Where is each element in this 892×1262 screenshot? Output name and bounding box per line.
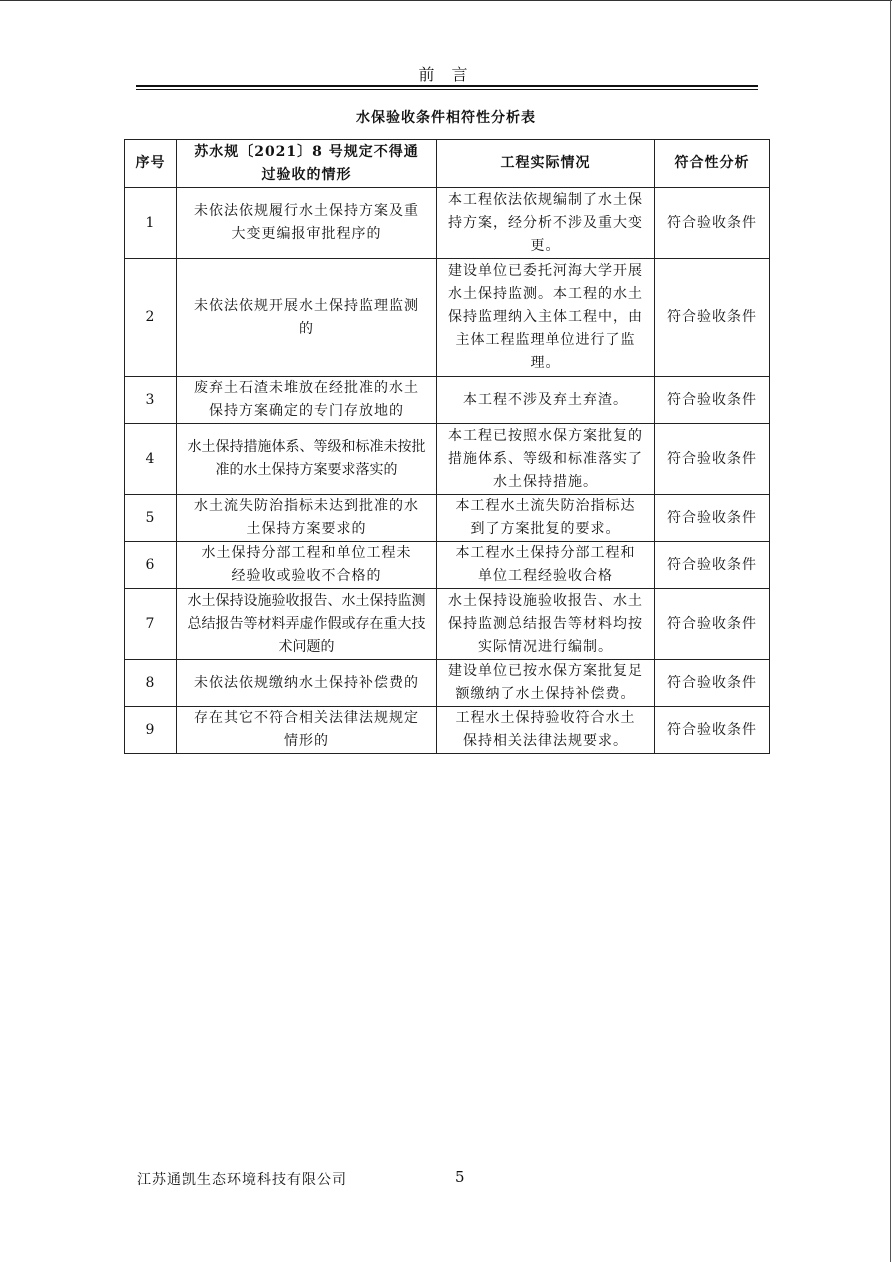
row-actual: 本工程不涉及弃土弃渣。 — [437, 377, 655, 424]
page-header-title: 前 言 — [418, 65, 474, 84]
row-actual: 本工程已按照水保方案批复的措施体系、等级和标准落实了水土保持措施。 — [437, 424, 655, 495]
table-row — [125, 589, 770, 660]
table-title: 水保验收条件相符性分析表 — [356, 110, 536, 126]
row-index: 7 — [125, 589, 177, 660]
table-row — [125, 424, 770, 495]
row-index: 4 — [125, 424, 177, 495]
table-row — [125, 188, 770, 259]
row-index: 2 — [125, 259, 177, 377]
row-conformity: 符合验收条件 — [655, 589, 770, 660]
row-actual: 建设单位已按水保方案批复足额缴纳了水土保持补偿费。 — [437, 660, 655, 707]
row-situation: 未依法依规履行水土保持方案及重大变更编报审批程序的 — [177, 188, 437, 259]
row-situation: 水土流失防治指标未达到批准的水土保持方案要求的 — [177, 495, 437, 542]
row-situation: 未依法依规开展水土保持监理监测的 — [177, 259, 437, 377]
row-situation: 废弃土石渣未堆放在经批准的水土保持方案确定的专门存放地的 — [177, 377, 437, 424]
row-conformity: 符合验收条件 — [655, 707, 770, 754]
table-header-row — [125, 140, 770, 188]
row-conformity: 符合验收条件 — [655, 542, 770, 589]
row-conformity: 符合验收条件 — [655, 495, 770, 542]
analysis-table — [124, 139, 770, 754]
row-index: 3 — [125, 377, 177, 424]
row-conformity: 符合验收条件 — [655, 377, 770, 424]
row-actual: 工程水土保持验收符合水土保持相关法律法规要求。 — [437, 707, 655, 754]
footer-company-name: 江苏通凯生态环境科技有限公司 — [137, 1172, 347, 1188]
header-cell-index: 序号 — [125, 140, 177, 188]
row-index: 8 — [125, 660, 177, 707]
row-actual: 水土保持设施验收报告、水土保持监测总结报告等材料均按实际情况进行编制。 — [437, 589, 655, 660]
page-right-border — [890, 0, 891, 1262]
row-index: 6 — [125, 542, 177, 589]
page-top-border — [0, 0, 892, 1]
table-row — [125, 542, 770, 589]
table-row — [125, 377, 770, 424]
row-conformity: 符合验收条件 — [655, 424, 770, 495]
table-row — [125, 495, 770, 542]
row-actual: 本工程依法依规编制了水土保持方案，经分析不涉及重大变更。 — [437, 188, 655, 259]
row-situation: 水土保持措施体系、等级和标准未按批准的水土保持方案要求落实的 — [177, 424, 437, 495]
table-row — [125, 707, 770, 754]
header-cell-actual: 工程实际情况 — [437, 140, 655, 188]
row-conformity: 符合验收条件 — [655, 259, 770, 377]
row-actual: 本工程水土保持分部工程和单位工程经验收合格 — [437, 542, 655, 589]
row-conformity: 符合验收条件 — [655, 660, 770, 707]
table-row — [125, 660, 770, 707]
row-index: 1 — [125, 188, 177, 259]
header-cell-situation: 苏水规〔2021〕8 号规定不得通过验收的情形 — [177, 140, 437, 188]
row-situation: 未依法依规缴纳水土保持补偿费的 — [177, 660, 437, 707]
row-actual: 建设单位已委托河海大学开展水土保持监测。本工程的水土保持监理纳入主体工程中，由主体工程监理单位进行了监理。 — [437, 259, 655, 377]
header-rule — [136, 85, 758, 87]
header-rule-thin — [136, 89, 758, 90]
row-actual: 本工程水土流失防治指标达到了方案批复的要求。 — [437, 495, 655, 542]
table-row — [125, 259, 770, 377]
row-index: 5 — [125, 495, 177, 542]
row-conformity: 符合验收条件 — [655, 188, 770, 259]
page-number: 5 — [455, 1168, 465, 1186]
header-cell-conformity: 符合性分析 — [655, 140, 770, 188]
row-situation: 存在其它不符合相关法律法规规定情形的 — [177, 707, 437, 754]
row-situation: 水土保持设施验收报告、水土保持监测总结报告等材料弄虚作假或存在重大技术问题的 — [177, 589, 437, 660]
row-index: 9 — [125, 707, 177, 754]
row-situation: 水土保持分部工程和单位工程未经验收或验收不合格的 — [177, 542, 437, 589]
